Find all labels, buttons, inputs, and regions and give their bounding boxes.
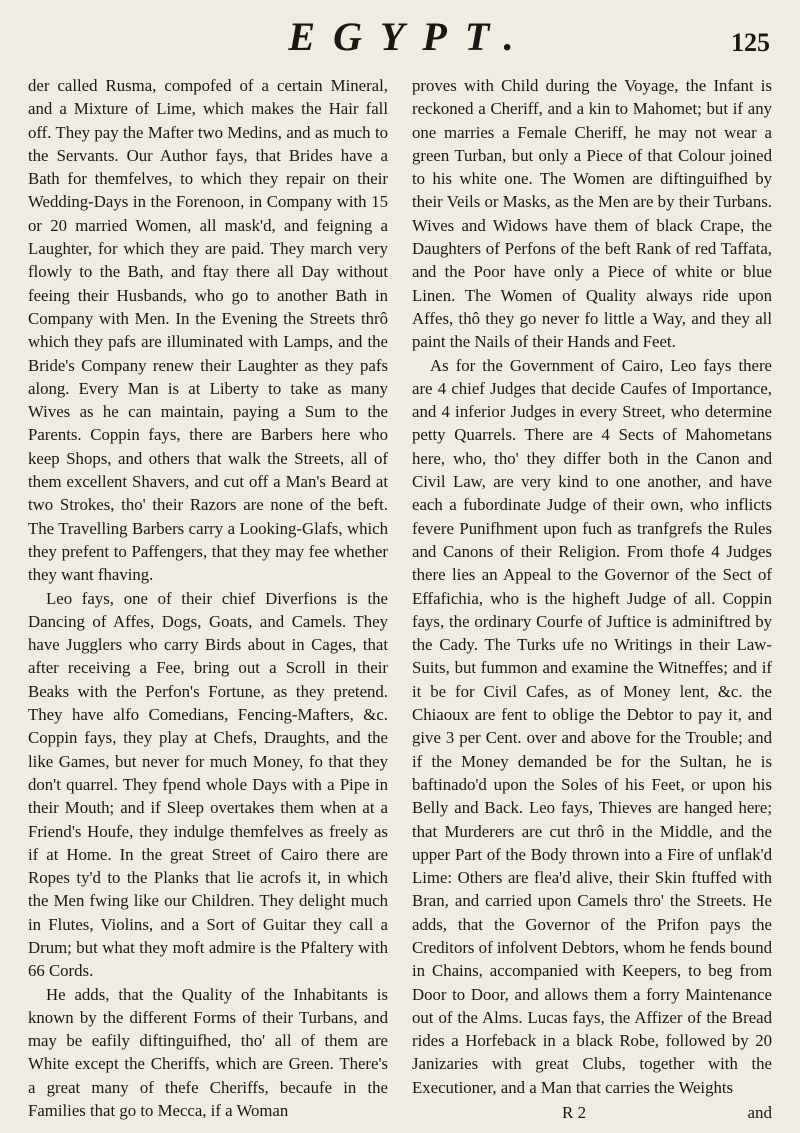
paragraph: Leo fays, one of their chief Diverfions is the Dancing of Affes, Dogs, Goats, and Camels. They have Jugglers who carry Birds about in Cages, that after receiving a Fee, bring out a Scroll in their Beaks with the Perfon's Fortune, as they pretend. They have alfo Comedians, Fencing-Mafters, &c. Coppin fays, they play at Chefs, Draughts, and the like Games, but never for much Money, fo that they don't quarrel. They fpend whole Days with a Pipe in their Mouth; and if Sleep overtakes them when at a Friend's Houfe, they indulge themfelves as freely as if at Home. In the great Street of Cairo there are Ropes ty'd to the Planks that lie acrofs it, in which the Men fwing like our Children. They delight much in Flutes, Violins, and a Sort of Guitar they call a Drum; but what they moft admire is the Pfaltery with 66 Cords.: [28, 588, 388, 981]
paragraph: der called Rusma, compofed of a certain Mineral, and a Mixture of Lime, which makes the Hair fall off. They pay the Mafter two Medins, and as much to the Servants. Our Author fays, that Brides have a Bath for themfelves, to which they repair on their Wedding-Days in the Forenoon, in Company with 15 or 20 married Women, all mask'd, and feigning a Laughter, for which they are paid. They march very flowly to the Bath, and ftay there all Day without feeing their Husbands, who go to another Bath in Company with Men. In the Evening the Streets thrô which they pafs are illuminated with Lamps, and the Bride's Company renew their Laughter as they pafs along. Every Man is at Liberty to take as many Wives as he can maintain, paying a Sum to the Parents. Coppin fays, there are Barbers here who keep Shops, and others that walk the Streets, all of them excellent Shavers, and cut off a Man's Beard at two Strokes, tho' their Razors are none of the beft. The Travelling Barbers carry a Looking-Glafs, which they prefent to Paffengers, that they may fee whether they want fhaving.: [28, 76, 388, 585]
running-title: EGYPT.: [288, 14, 532, 59]
page-footer: [412, 1103, 772, 1127]
page-number: 125: [731, 28, 770, 57]
paragraph: As for the Government of Cairo, Leo fays there are 4 chief Judges that decide Caufes of Importance, and 4 inferior Judges in every Street, who determine petty Quarrels. There are 4 Sects of Mahometans here, who, tho' they differ both in the Canon and Civil Law, are very kind to one another, and have each a fubordinate Judge of their own, who inflicts fevere Punifhment upon fuch as tranfgrefs the Rules and Canons of their Religion. From thofe 4 Judges there lies an Appeal to the Governor of the Sect of Effafichia, who is the higheft Judge of all. Coppin fays, the ordinary Courfe of Juftice is adminiftred by the Cady. The Turks ufe no Writings in their Law-Suits, but fummon and examine the Witneffes; and if it be for Civil Cafes, as of Money lent, &c. the Chiaoux are fent to oblige the Debtor to pay it, and give 3 per Cent. over and above for the Trouble; and if the Money demanded be for the Sultan, he is baftinado'd upon the Soles of his Feet, or upon his Belly and Back. Leo fays, Thieves are hanged here; that Murderers are cut thrô in the Middle, and the upper Part of the Body thrown into a Fire of unflak'd Lime: Others are flea'd alive, their Skin ftuffed with Bran, and carried upon Camels thro' the Streets. He adds, that the Governor of the Prifon pays the Creditors of infolvent Debtors, whom he fends bound in Chains, accompanied with Keepers, to beg from Door to Door, and allows them a forry Maintenance out of the Alms. Lucas fays, the Affizer of the Bread rides a Horfeback in a black Robe, followed by 20 Janizaries with great Clubs, together with the Executioner, and a Man that carries the Weights: [412, 355, 772, 1097]
signature-mark: R 2: [562, 1103, 587, 1122]
left-column: [28, 74, 388, 1122]
right-column: [412, 74, 772, 1099]
paragraph: He adds, that the Quality of the Inhabitants is known by the different Forms of their Turbans, and may be eafily diftinguifhed, tho' all of them are White except the Cheriffs, which are Green. There's a great many of thefe Cheriffs, becaufe in the Families that go to Mecca, if a Woman: [28, 984, 388, 1121]
catchword: and: [747, 1103, 772, 1122]
paragraph: proves with Child during the Voyage, the Infant is reckoned a Cheriff, and a kin to Mahomet; but if any one marries a Female Cheriff, he may not wear a green Turban, but only a Piece of that Colour joined to his white one. The Women are diftinguifhed by their Veils or Masks, as the Men are by their Turbans. Wives and Widows have them of black Crape, the Daughters of Perfons of the beft Rank of red Taffata, and the Poor have only a Piece of white or blue Linen. The Women of Quality always ride upon Affes, thô they go never fo little a Way, and they all paint the Nails of their Hands and Feet.: [412, 76, 772, 352]
